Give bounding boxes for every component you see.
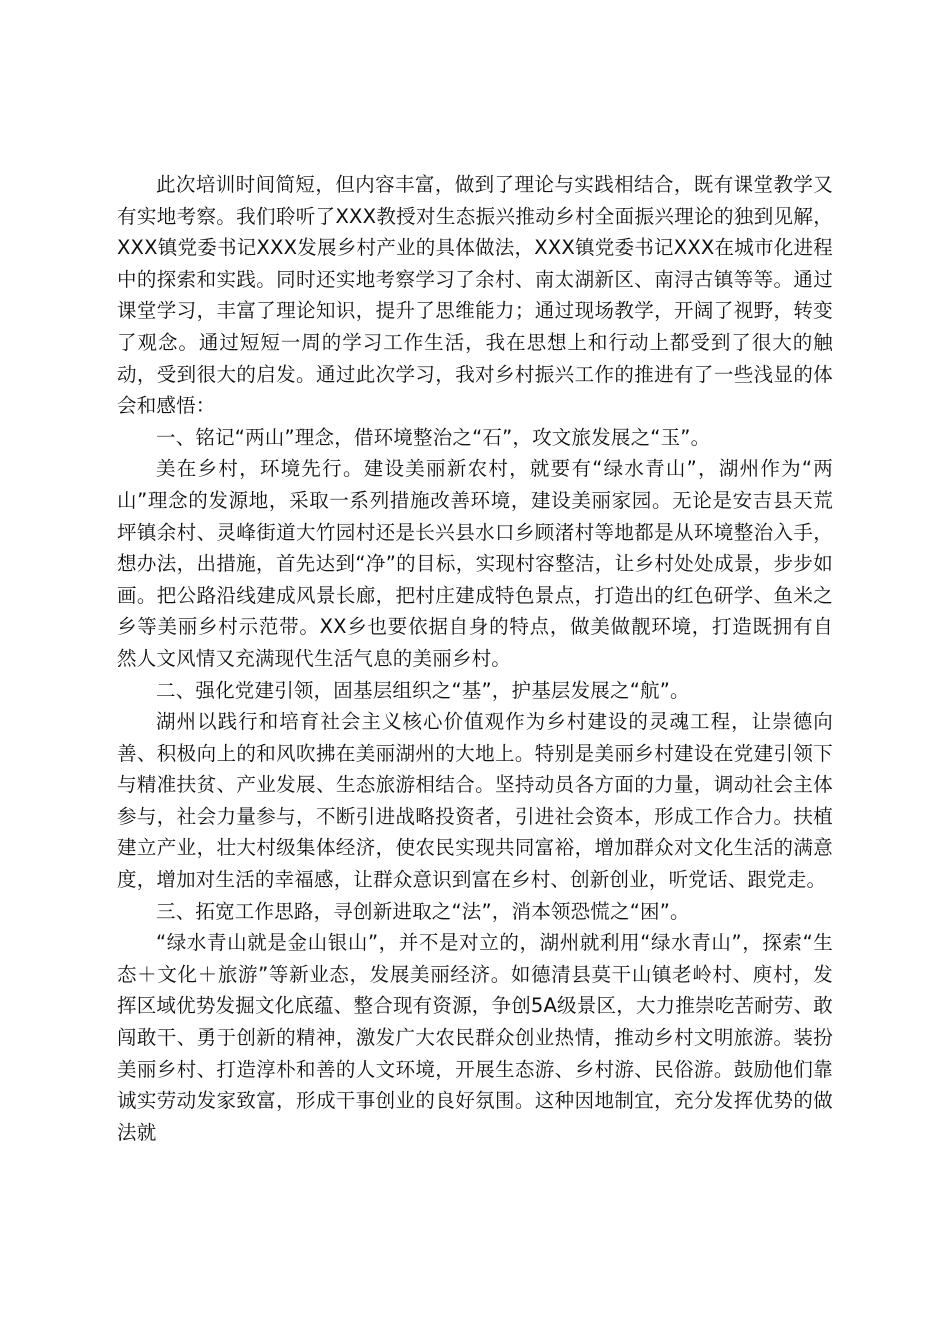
section-heading-3: 三、拓宽工作思路，寻创新进取之“法”，消本领恐慌之“困”。 [156, 899, 690, 923]
section-heading-1: 一、铭记“两山”理念，借环境整治之“石”，攻文旅发展之“玉”。 [156, 425, 711, 449]
paragraph-section-3: “绿水青山就是金山银山”，并不是对立的，湖州就利用“绿水青山”，探索“生态＋文化＋旅游”等新业态，发展美丽经济。如德清县莫干山镇老岭村、庾村，发挥区域优势发掘文化底蕴、整合现有资源，争创5A级景区，大力推崇吃苦耐劳、敢闯敢干、勇于创新的精神，激发广大农民群众创业热情，推动乡村文明旅游。装扮美丽乡村、打造淳朴和善的人文环境，开展生态游、乡村游、民俗游。鼓励他们靠诚实劳动发家致富，形成干事创业的良好氛围。这种因地制宜，充分发挥优势的做法就 [117, 931, 833, 1144]
paragraph-intro: 此次培训时间简短，但内容丰富，做到了理论与实践相结合，既有课堂教学又有实地考察。我们聆听了XXX教授对生态振兴推动乡村全面振兴理论的独到见解，XXX镇党委书记XXX发展乡村产业的具体做法，XXX镇党委书记XXX在城市化进程中的探索和实践。同时还实地考察学习了余村、南太湖新区、南浔古镇等等。通过课堂学习，丰富了理论知识，提升了思维能力；通过现场教学，开阔了视野，转变了观念。通过短短一周的学习工作生活，我在思想上和行动上都受到了很大的触动，受到很大的启发。通过此次学习，我对乡村振兴工作的推进有了一些浅显的体会和感悟： [117, 173, 833, 418]
section-heading-2: 二、强化党建引领，固基层组织之“基”，护基层发展之“航”。 [156, 678, 690, 702]
paragraph-section-1: 美在乡村，环境先行。建设美丽新农村，就要有“绿水青山”，湖州作为“两山”理念的发源地，采取一系列措施改善环境，建设美丽家园。无论是安吉县天荒坪镇余村、灵峰街道大竹园村还是长兴县水口乡顾渚村等地都是从环境整治入手，想办法，出措施，首先达到“净”的目标，实现村容整洁，让乡村处处成景，步步如画。把公路沿线建成风景长廊，把村庄建成特色景点，打造出的红色研学、鱼米之乡等美丽乡村示范带。XX乡也要依据自身的特点，做美做靓环境，打造既拥有自然人文风情又充满现代生活气息的美丽乡村。 [117, 457, 833, 670]
paragraph-section-2: 湖州以践行和培育社会主义核心价值观作为乡村建设的灵魂工程，让崇德向善、积极向上的和风吹拂在美丽湖州的大地上。特别是美丽乡村建设在党建引领下与精准扶贫、产业发展、生态旅游相结合。坚持动员各方面的力量，调动社会主体参与，社会力量参与，不断引进战略投资者，引进社会资本，形成工作合力。扶植建立产业，壮大村级集体经济，使农民实现共同富裕，增加群众对文化生活的满意度，增加对生活的幸福感，让群众意识到富在乡村、创新创业，听党话、跟党走。 [117, 710, 833, 892]
document-body [117, 169, 833, 1148]
